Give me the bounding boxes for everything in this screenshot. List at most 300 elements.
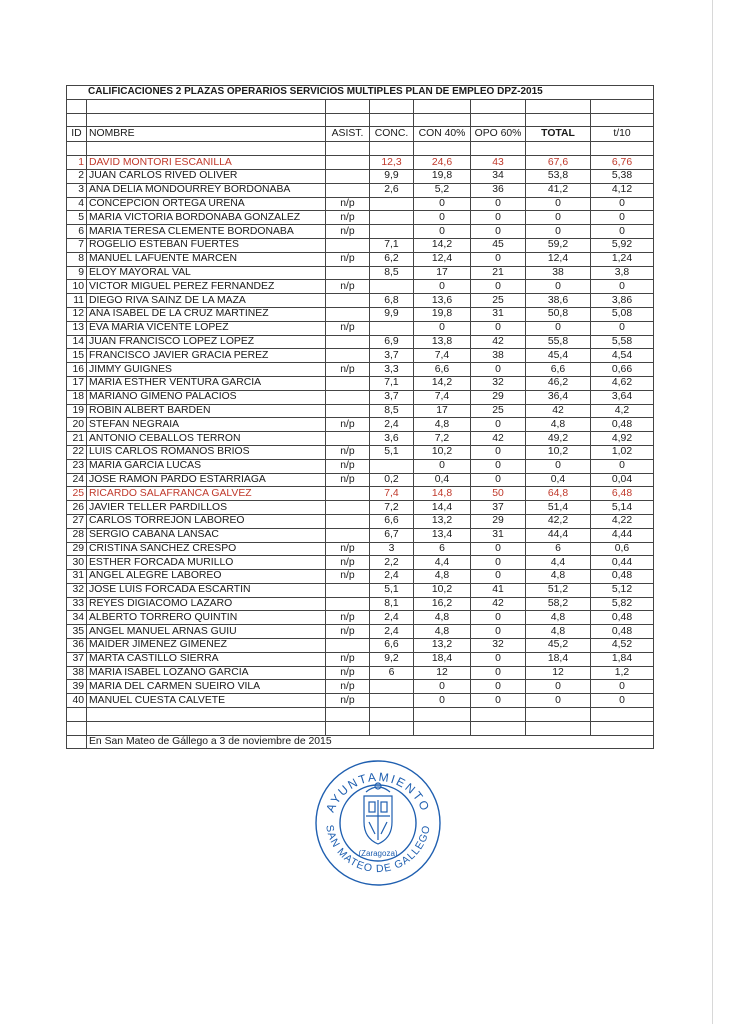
cell-total: 10,2 — [526, 445, 591, 459]
cell-t10: 3,86 — [591, 294, 654, 308]
cell-asist: n/p — [326, 556, 370, 570]
cell-asist — [326, 639, 370, 653]
cell-total: 0 — [526, 459, 591, 473]
title-row — [67, 86, 654, 100]
cell-opo60: 0 — [471, 680, 526, 694]
cell-total: 0 — [526, 280, 591, 294]
seal-top-text: AYUNTAMIENTO — [323, 769, 433, 815]
table-row — [67, 473, 654, 487]
cell-total: 67,6 — [526, 156, 591, 170]
cell-total: 4,4 — [526, 556, 591, 570]
table-row — [67, 652, 654, 666]
cell-conc: 9,2 — [370, 652, 414, 666]
table-row — [67, 556, 654, 570]
cell-id: 38 — [67, 666, 87, 680]
cell-total: 55,8 — [526, 335, 591, 349]
cell-con40: 17 — [414, 266, 471, 280]
table-row — [67, 280, 654, 294]
cell-con40: 7,4 — [414, 349, 471, 363]
cell-conc: 3 — [370, 542, 414, 556]
cell-total: 44,4 — [526, 528, 591, 542]
cell-asist: n/p — [326, 363, 370, 377]
cell-asist — [326, 501, 370, 515]
cell-t10: 0,04 — [591, 473, 654, 487]
cell-con40: 4,8 — [414, 570, 471, 584]
cell-name: REYES DIGIACOMO LAZARO — [87, 597, 326, 611]
cell-name: MARIA ISABEL LOZANO GARCIA — [87, 666, 326, 680]
cell-t10: 1,24 — [591, 252, 654, 266]
cell-total: 0 — [526, 694, 591, 708]
cell-t10: 0,48 — [591, 611, 654, 625]
cell-name: MARTA CASTILLO SIERRA — [87, 652, 326, 666]
cell-asist: n/p — [326, 280, 370, 294]
cell-t10: 6,48 — [591, 487, 654, 501]
cell-conc: 8,5 — [370, 266, 414, 280]
table-row — [67, 169, 654, 183]
cell-con40: 0 — [414, 680, 471, 694]
cell-total: 49,2 — [526, 432, 591, 446]
footer-row — [67, 735, 654, 749]
cell-id: 24 — [67, 473, 87, 487]
cell-id: 10 — [67, 280, 87, 294]
table-row — [67, 501, 654, 515]
cell-id: 15 — [67, 349, 87, 363]
cell-total: 4,8 — [526, 570, 591, 584]
footer-date: En San Mateo de Gállego a 3 de noviembre de 2015 — [87, 735, 654, 749]
cell-t10: 4,22 — [591, 514, 654, 528]
cell-asist: n/p — [326, 680, 370, 694]
cell-name: ROGELIO ESTEBAN FUERTES — [87, 238, 326, 252]
cell-total: 12,4 — [526, 252, 591, 266]
cell-asist — [326, 390, 370, 404]
cell-conc: 7,1 — [370, 376, 414, 390]
grades-table — [66, 85, 654, 749]
cell-t10: 1,84 — [591, 652, 654, 666]
cell-conc — [370, 211, 414, 225]
header-t10: t/10 — [591, 127, 654, 142]
cell-asist — [326, 528, 370, 542]
cell-opo60: 0 — [471, 445, 526, 459]
cell-t10: 0 — [591, 680, 654, 694]
cell-con40: 12 — [414, 666, 471, 680]
cell-total: 12 — [526, 666, 591, 680]
spacer-row — [67, 708, 654, 722]
cell-id: 33 — [67, 597, 87, 611]
table-row — [67, 390, 654, 404]
table-row — [67, 307, 654, 321]
cell-conc: 3,3 — [370, 363, 414, 377]
cell-t10: 4,54 — [591, 349, 654, 363]
cell-t10: 0,48 — [591, 625, 654, 639]
table-row — [67, 321, 654, 335]
header-opo60: OPO 60% — [471, 127, 526, 142]
cell-con40: 4,4 — [414, 556, 471, 570]
cell-asist: n/p — [326, 211, 370, 225]
cell-asist — [326, 514, 370, 528]
header-id: ID — [67, 127, 87, 142]
cell-conc — [370, 280, 414, 294]
cell-name: MARIA TERESA CLEMENTE BORDONABA — [87, 225, 326, 239]
cell-t10: 1,02 — [591, 445, 654, 459]
cell-name: MARIA DEL CARMEN SUEIRO VILA — [87, 680, 326, 694]
cell-t10: 0,6 — [591, 542, 654, 556]
cell-conc: 6,7 — [370, 528, 414, 542]
cell-t10: 3,64 — [591, 390, 654, 404]
table-footer — [67, 708, 654, 749]
cell-name: STEFAN NEGRAIA — [87, 418, 326, 432]
table-row — [67, 266, 654, 280]
cell-t10: 5,12 — [591, 583, 654, 597]
cell-name: RICARDO SALAFRANCA GALVEZ — [87, 487, 326, 501]
cell-opo60: 25 — [471, 294, 526, 308]
cell-asist — [326, 432, 370, 446]
cell-asist: n/p — [326, 666, 370, 680]
cell-total: 50,8 — [526, 307, 591, 321]
cell-id: 25 — [67, 487, 87, 501]
cell-conc — [370, 225, 414, 239]
cell-name: LUIS CARLOS ROMANOS BRIOS — [87, 445, 326, 459]
cell-asist — [326, 156, 370, 170]
cell-conc: 2,2 — [370, 556, 414, 570]
cell-total: 4,8 — [526, 611, 591, 625]
cell-opo60: 43 — [471, 156, 526, 170]
cell-total: 45,2 — [526, 639, 591, 653]
cell-total: 51,2 — [526, 583, 591, 597]
spacer-row — [67, 99, 654, 113]
cell-id: 39 — [67, 680, 87, 694]
cell-name: ANGEL MANUEL ARNAS GUIU — [87, 625, 326, 639]
cell-t10: 4,12 — [591, 183, 654, 197]
cell-total: 4,8 — [526, 625, 591, 639]
cell-opo60: 38 — [471, 349, 526, 363]
cell-asist — [326, 266, 370, 280]
cell-total: 0 — [526, 211, 591, 225]
cell-asist: n/p — [326, 694, 370, 708]
cell-conc — [370, 459, 414, 473]
cell-asist — [326, 183, 370, 197]
cell-total: 41,2 — [526, 183, 591, 197]
cell-t10: 5,82 — [591, 597, 654, 611]
cell-opo60: 31 — [471, 528, 526, 542]
cell-opo60: 36 — [471, 183, 526, 197]
cell-name: MARIA VICTORIA BORDONABA GONZALEZ — [87, 211, 326, 225]
table-row — [67, 238, 654, 252]
cell-t10: 0 — [591, 459, 654, 473]
cell-total: 42,2 — [526, 514, 591, 528]
cell-conc: 9,9 — [370, 169, 414, 183]
cell-total: 45,4 — [526, 349, 591, 363]
cell-opo60: 45 — [471, 238, 526, 252]
page-edge — [712, 0, 713, 1024]
cell-name: FRANCISCO JAVIER GRACIA PEREZ — [87, 349, 326, 363]
cell-t10: 5,08 — [591, 307, 654, 321]
cell-conc — [370, 680, 414, 694]
cell-t10: 4,62 — [591, 376, 654, 390]
table-row — [67, 542, 654, 556]
cell-name: JOSE LUIS FORCADA ESCARTIN — [87, 583, 326, 597]
cell-opo60: 0 — [471, 694, 526, 708]
cell-conc: 6,2 — [370, 252, 414, 266]
cell-name: MARIANO GIMENO PALACIOS — [87, 390, 326, 404]
table-row — [67, 183, 654, 197]
cell-asist: n/p — [326, 652, 370, 666]
cell-opo60: 34 — [471, 169, 526, 183]
cell-id: 32 — [67, 583, 87, 597]
cell-asist — [326, 597, 370, 611]
cell-con40: 13,2 — [414, 514, 471, 528]
cell-id: 4 — [67, 197, 87, 211]
table-row — [67, 611, 654, 625]
cell-id: 6 — [67, 225, 87, 239]
cell-name: ANA ISABEL DE LA CRUZ MARTINEZ — [87, 307, 326, 321]
cell-t10: 0,66 — [591, 363, 654, 377]
cell-id: 29 — [67, 542, 87, 556]
cell-id: 2 — [67, 169, 87, 183]
cell-conc: 3,7 — [370, 390, 414, 404]
cell-id: 8 — [67, 252, 87, 266]
cell-id: 37 — [67, 652, 87, 666]
table-row — [67, 487, 654, 501]
cell-con40: 6 — [414, 542, 471, 556]
cell-id: 31 — [67, 570, 87, 584]
cell-asist: n/p — [326, 625, 370, 639]
cell-con40: 0 — [414, 225, 471, 239]
cell-id: 14 — [67, 335, 87, 349]
cell-con40: 0 — [414, 211, 471, 225]
cell-opo60: 0 — [471, 363, 526, 377]
table-row — [67, 528, 654, 542]
table-row — [67, 252, 654, 266]
cell-con40: 14,2 — [414, 376, 471, 390]
table-row — [67, 639, 654, 653]
cell-name: JUAN CARLOS RIVED OLIVER — [87, 169, 326, 183]
cell-con40: 10,2 — [414, 445, 471, 459]
cell-name: ALBERTO TORRERO QUINTIN — [87, 611, 326, 625]
cell-total: 38,6 — [526, 294, 591, 308]
table-title: CALIFICACIONES 2 PLAZAS OPERARIOS SERVICIOS MULTIPLES PLAN DE EMPLEO DPZ-2015 — [67, 86, 654, 100]
cell-opo60: 29 — [471, 390, 526, 404]
cell-opo60: 0 — [471, 225, 526, 239]
header-total: TOTAL — [526, 127, 591, 142]
cell-conc: 2,6 — [370, 183, 414, 197]
cell-id: 18 — [67, 390, 87, 404]
cell-con40: 13,4 — [414, 528, 471, 542]
cell-opo60: 0 — [471, 666, 526, 680]
cell-conc: 6,8 — [370, 294, 414, 308]
cell-name: MAIDER JIMENEZ GIMENEZ — [87, 639, 326, 653]
cell-total: 51,4 — [526, 501, 591, 515]
cell-opo60: 31 — [471, 307, 526, 321]
cell-total: 38 — [526, 266, 591, 280]
cell-id: 30 — [67, 556, 87, 570]
cell-total: 58,2 — [526, 597, 591, 611]
table-row — [67, 459, 654, 473]
table-row — [67, 376, 654, 390]
cell-t10: 0 — [591, 321, 654, 335]
cell-t10: 3,8 — [591, 266, 654, 280]
cell-id: 36 — [67, 639, 87, 653]
cell-name: ANA DELIA MONDOURREY BORDONABA — [87, 183, 326, 197]
cell-t10: 5,14 — [591, 501, 654, 515]
cell-total: 0,4 — [526, 473, 591, 487]
cell-conc — [370, 694, 414, 708]
cell-t10: 0 — [591, 211, 654, 225]
table-body — [67, 86, 654, 708]
cell-asist — [326, 294, 370, 308]
cell-asist: n/p — [326, 225, 370, 239]
cell-conc: 5,1 — [370, 583, 414, 597]
cell-name: EVA MARIA VICENTE LOPEZ — [87, 321, 326, 335]
cell-con40: 0,4 — [414, 473, 471, 487]
table-row — [67, 156, 654, 170]
cell-con40: 0 — [414, 280, 471, 294]
cell-con40: 12,4 — [414, 252, 471, 266]
cell-opo60: 0 — [471, 280, 526, 294]
cell-asist: n/p — [326, 252, 370, 266]
cell-opo60: 0 — [471, 321, 526, 335]
table-row — [67, 294, 654, 308]
cell-asist: n/p — [326, 459, 370, 473]
cell-name: ANGEL ALEGRE LABOREO — [87, 570, 326, 584]
cell-opo60: 50 — [471, 487, 526, 501]
cell-total: 0 — [526, 321, 591, 335]
cell-con40: 17 — [414, 404, 471, 418]
table-row — [67, 404, 654, 418]
cell-con40: 0 — [414, 197, 471, 211]
cell-conc: 3,6 — [370, 432, 414, 446]
cell-opo60: 32 — [471, 376, 526, 390]
cell-t10: 4,92 — [591, 432, 654, 446]
cell-con40: 0 — [414, 459, 471, 473]
cell-id: 16 — [67, 363, 87, 377]
cell-id: 40 — [67, 694, 87, 708]
cell-opo60: 0 — [471, 211, 526, 225]
cell-id: 9 — [67, 266, 87, 280]
cell-asist: n/p — [326, 321, 370, 335]
cell-con40: 24,6 — [414, 156, 471, 170]
cell-opo60: 0 — [471, 418, 526, 432]
cell-total: 42 — [526, 404, 591, 418]
cell-conc: 5,1 — [370, 445, 414, 459]
cell-total: 46,2 — [526, 376, 591, 390]
cell-con40: 13,2 — [414, 639, 471, 653]
cell-name: VICTOR MIGUEL PEREZ FERNANDEZ — [87, 280, 326, 294]
cell-con40: 19,8 — [414, 307, 471, 321]
cell-t10: 0,44 — [591, 556, 654, 570]
cell-con40: 5,2 — [414, 183, 471, 197]
seal-center-text: (Zaragoza) — [358, 849, 398, 858]
cell-conc: 6,9 — [370, 335, 414, 349]
cell-opo60: 25 — [471, 404, 526, 418]
cell-t10: 5,38 — [591, 169, 654, 183]
cell-asist — [326, 583, 370, 597]
cell-name: MARIA GARCIA LUCAS — [87, 459, 326, 473]
table-row — [67, 432, 654, 446]
table-row — [67, 363, 654, 377]
cell-conc: 3,7 — [370, 349, 414, 363]
cell-t10: 5,92 — [591, 238, 654, 252]
spacer-row — [67, 113, 654, 127]
cell-id: 22 — [67, 445, 87, 459]
cell-t10: 0,48 — [591, 418, 654, 432]
cell-id: 7 — [67, 238, 87, 252]
cell-opo60: 0 — [471, 652, 526, 666]
cell-id: 12 — [67, 307, 87, 321]
cell-t10: 0 — [591, 225, 654, 239]
cell-t10: 4,52 — [591, 639, 654, 653]
cell-name: MANUEL LAFUENTE MARCEN — [87, 252, 326, 266]
cell-con40: 14,2 — [414, 238, 471, 252]
cell-name: ELOY MAYORAL VAL — [87, 266, 326, 280]
table-row — [67, 680, 654, 694]
cell-name: JIMMY GUIGNES — [87, 363, 326, 377]
cell-total: 64,8 — [526, 487, 591, 501]
cell-total: 6,6 — [526, 363, 591, 377]
cell-total: 0 — [526, 197, 591, 211]
cell-opo60: 0 — [471, 625, 526, 639]
cell-conc: 2,4 — [370, 611, 414, 625]
cell-conc: 6,6 — [370, 639, 414, 653]
cell-t10: 5,58 — [591, 335, 654, 349]
cell-con40: 4,8 — [414, 418, 471, 432]
cell-id: 13 — [67, 321, 87, 335]
cell-asist — [326, 238, 370, 252]
cell-t10: 0,48 — [591, 570, 654, 584]
cell-name: JOSE RAMON PARDO ESTARRIAGA — [87, 473, 326, 487]
cell-opo60: 21 — [471, 266, 526, 280]
municipal-seal — [313, 758, 443, 888]
cell-conc — [370, 197, 414, 211]
cell-conc: 6,6 — [370, 514, 414, 528]
cell-conc: 6 — [370, 666, 414, 680]
cell-opo60: 32 — [471, 639, 526, 653]
table-row — [67, 349, 654, 363]
cell-con40: 19,8 — [414, 169, 471, 183]
cell-name: MANUEL CUESTA CALVETE — [87, 694, 326, 708]
cell-con40: 0 — [414, 694, 471, 708]
cell-name: DAVID MONTORI ESCANILLA — [87, 156, 326, 170]
cell-con40: 14,8 — [414, 487, 471, 501]
cell-conc: 2,4 — [370, 418, 414, 432]
header-nombre: NOMBRE — [87, 127, 326, 142]
cell-con40: 4,8 — [414, 611, 471, 625]
cell-total: 0 — [526, 225, 591, 239]
seal-bottom-text: SAN MATEO DE GALLEGO — [323, 823, 433, 876]
cell-con40: 10,2 — [414, 583, 471, 597]
cell-t10: 0 — [591, 280, 654, 294]
cell-t10: 6,76 — [591, 156, 654, 170]
cell-name: SERGIO CABANA LANSAC — [87, 528, 326, 542]
cell-t10: 1,2 — [591, 666, 654, 680]
spacer-row — [67, 721, 654, 735]
cell-name: ESTHER FORCADA MURILLO — [87, 556, 326, 570]
cell-conc: 0,2 — [370, 473, 414, 487]
cell-name: JAVIER TELLER PARDILLOS — [87, 501, 326, 515]
cell-name: ANTONIO CEBALLOS TERRON — [87, 432, 326, 446]
cell-total: 6 — [526, 542, 591, 556]
cell-t10: 4,44 — [591, 528, 654, 542]
cell-asist — [326, 169, 370, 183]
cell-opo60: 0 — [471, 197, 526, 211]
cell-asist — [326, 376, 370, 390]
cell-id: 20 — [67, 418, 87, 432]
cell-opo60: 29 — [471, 514, 526, 528]
cell-asist: n/p — [326, 611, 370, 625]
cell-con40: 18,4 — [414, 652, 471, 666]
cell-id: 3 — [67, 183, 87, 197]
cell-total: 59,2 — [526, 238, 591, 252]
cell-asist — [326, 349, 370, 363]
